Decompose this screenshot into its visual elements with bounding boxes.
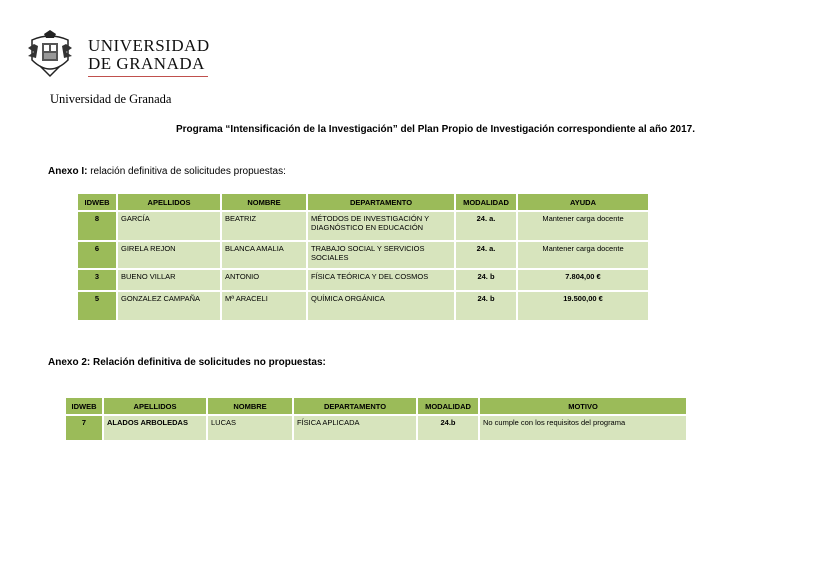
annex2-title: Anexo 2: Relación definitiva de solicitudes no propuestas: xyxy=(48,357,326,368)
cell-modalidad: 24. a. xyxy=(456,212,516,240)
logo-text-line1: UNIVERSIDAD xyxy=(88,36,210,55)
programme-title: Programa “Intensificación de la Investigación” del Plan Propio de Investigación correspondiente al año 2017. xyxy=(175,124,696,135)
col-modalidad: MODALIDAD xyxy=(456,194,516,210)
col-modalidad: MODALIDAD xyxy=(418,398,478,414)
cell-apellidos: GONZALEZ CAMPAÑA xyxy=(118,292,220,320)
col-ayuda: AYUDA xyxy=(518,194,648,210)
col-apellidos: APELLIDOS xyxy=(104,398,206,414)
col-motivo: MOTIVO xyxy=(480,398,686,414)
col-departamento: DEPARTAMENTO xyxy=(308,194,454,210)
annex1-title-rest: relación definitiva de solicitudes propuestas: xyxy=(87,166,286,177)
cell-idweb: 8 xyxy=(78,212,116,240)
cell-ayuda: Mantener carga docente xyxy=(518,212,648,240)
cell-modalidad: 24. b xyxy=(456,292,516,320)
col-idweb: IDWEB xyxy=(78,194,116,210)
cell-modalidad: 24. a. xyxy=(456,242,516,268)
col-nombre: NOMBRE xyxy=(222,194,306,210)
cell-nombre: Mª ARACELI xyxy=(222,292,306,320)
cell-apellidos: ALADOS ARBOLEDAS xyxy=(104,416,206,440)
cell-nombre: LUCAS xyxy=(208,416,292,440)
cell-departamento: FÍSICA APLICADA xyxy=(294,416,416,440)
logo-underline xyxy=(88,76,208,77)
cell-departamento: MÉTODOS DE INVESTIGACIÓN Y DIAGNÓSTICO EN EDUCACIÓN xyxy=(308,212,454,240)
institution-name: Universidad de Granada xyxy=(50,92,172,106)
cell-departamento: QUÍMICA ORGÁNICA xyxy=(308,292,454,320)
cell-ayuda: Mantener carga docente xyxy=(518,242,648,268)
annex1-title-prefix: Anexo I: xyxy=(48,166,88,177)
annex2-table xyxy=(64,396,688,442)
col-apellidos: APELLIDOS xyxy=(118,194,220,210)
col-nombre: NOMBRE xyxy=(208,398,292,414)
cell-nombre: ANTONIO xyxy=(222,270,306,290)
table-row xyxy=(78,270,648,290)
table-row xyxy=(78,292,648,320)
col-departamento: DEPARTAMENTO xyxy=(294,398,416,414)
cell-departamento: TRABAJO SOCIAL Y SERVICIOS SOCIALES xyxy=(308,242,454,268)
annex1-title xyxy=(48,166,286,177)
cell-nombre: BEATRIZ xyxy=(222,212,306,240)
annex2-header-row xyxy=(66,398,686,414)
cell-ayuda: 19.500,00 € xyxy=(518,292,648,320)
cell-idweb: 6 xyxy=(78,242,116,268)
table-row xyxy=(78,212,648,240)
annex1-table xyxy=(76,192,650,322)
cell-idweb: 3 xyxy=(78,270,116,290)
cell-ayuda: 7.804,00 € xyxy=(518,270,648,290)
university-crest-icon xyxy=(24,26,76,80)
university-logo xyxy=(24,26,214,82)
cell-motivo: No cumple con los requisitos del programa xyxy=(480,416,686,440)
table-row xyxy=(66,416,686,440)
cell-departamento: FÍSICA TEÓRICA Y DEL COSMOS xyxy=(308,270,454,290)
table-row xyxy=(78,242,648,268)
col-idweb: IDWEB xyxy=(66,398,102,414)
cell-apellidos: GIRELA REJON xyxy=(118,242,220,268)
cell-nombre: BLANCA AMALIA xyxy=(222,242,306,268)
cell-modalidad: 24.b xyxy=(418,416,478,440)
logo-text-line2: DE GRANADA xyxy=(88,54,205,73)
cell-idweb: 7 xyxy=(66,416,102,440)
cell-apellidos: BUENO VILLAR xyxy=(118,270,220,290)
cell-modalidad: 24. b xyxy=(456,270,516,290)
annex1-header-row xyxy=(78,194,648,210)
cell-apellidos: GARCÍA xyxy=(118,212,220,240)
cell-idweb: 5 xyxy=(78,292,116,320)
